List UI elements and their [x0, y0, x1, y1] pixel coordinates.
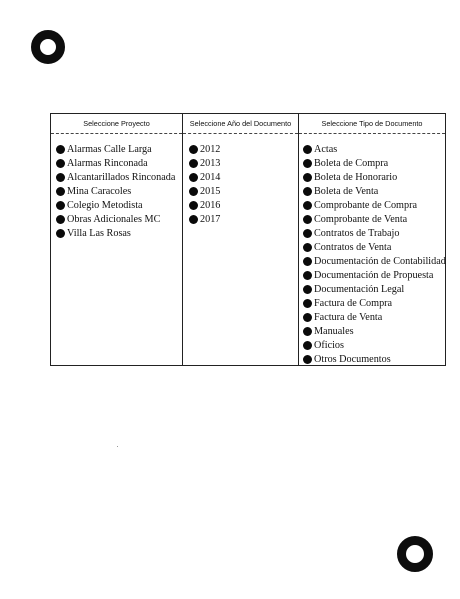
project-option[interactable]	[56, 184, 180, 198]
year-option-label: 2015	[200, 185, 221, 197]
document-type-option-label: Boleta de Honorario	[314, 171, 398, 183]
radio-dot-icon	[303, 313, 312, 322]
punch-hole-icon	[31, 30, 65, 64]
document-type-option-label: Documentación Legal	[314, 283, 405, 295]
year-option[interactable]	[189, 142, 296, 156]
year-option[interactable]	[189, 184, 296, 198]
document-type-option[interactable]	[303, 226, 443, 240]
year-option[interactable]	[189, 212, 296, 226]
document-type-option-label: Otros Documentos	[314, 353, 391, 365]
year-option[interactable]	[189, 170, 296, 184]
radio-dot-icon	[56, 187, 65, 196]
document-type-option-label: Documentación de Contabilidad	[314, 255, 446, 267]
project-option-list	[56, 142, 180, 240]
document-type-option[interactable]	[303, 282, 443, 296]
document-type-option[interactable]	[303, 296, 443, 310]
radio-dot-icon	[56, 173, 65, 182]
document-type-column-header: Seleccione Tipo de Documento	[299, 115, 445, 134]
document-type-option-label: Documentación de Propuesta	[314, 269, 434, 281]
document-type-option-label: Oficios	[314, 339, 344, 351]
document-type-option[interactable]	[303, 198, 443, 212]
radio-dot-icon	[56, 201, 65, 210]
project-option-label: Alarmas Rinconada	[67, 157, 148, 169]
radio-dot-icon	[189, 201, 198, 210]
document-type-option-label: Boleta de Venta	[314, 185, 379, 197]
year-option-label: 2017	[200, 213, 221, 225]
radio-dot-icon	[303, 187, 312, 196]
year-column	[182, 114, 298, 365]
document-type-option-label: Boleta de Compra	[314, 157, 389, 169]
project-column-header: Seleccione Proyecto	[51, 115, 182, 134]
radio-dot-icon	[303, 355, 312, 364]
project-option[interactable]	[56, 198, 180, 212]
document-type-option[interactable]	[303, 338, 443, 352]
document-type-option-label: Factura de Compra	[314, 297, 393, 309]
project-option-label: Obras Adicionales MC	[67, 213, 161, 225]
radio-dot-icon	[303, 285, 312, 294]
document-selector-table	[50, 113, 446, 366]
project-option[interactable]	[56, 212, 180, 226]
radio-dot-icon	[303, 173, 312, 182]
radio-dot-icon	[303, 145, 312, 154]
project-option-label: Colegio Metodista	[67, 199, 143, 211]
document-type-option-list	[303, 142, 446, 366]
radio-dot-icon	[56, 229, 65, 238]
year-option-label: 2013	[200, 157, 221, 169]
radio-dot-icon	[303, 215, 312, 224]
project-option-label: Alcantarillados Rinconada	[67, 171, 176, 183]
document-type-option-label: Contratos de Trabajo	[314, 227, 400, 239]
radio-dot-icon	[303, 159, 312, 168]
punch-hole-icon	[397, 536, 433, 572]
radio-dot-icon	[189, 159, 198, 168]
year-option-label: 2014	[200, 171, 221, 183]
year-option-label: 2016	[200, 199, 221, 211]
document-type-option[interactable]	[303, 142, 443, 156]
radio-dot-icon	[303, 327, 312, 336]
radio-dot-icon	[303, 299, 312, 308]
radio-dot-icon	[303, 229, 312, 238]
document-type-option-label: Factura de Venta	[314, 311, 383, 323]
document-type-option[interactable]	[303, 324, 443, 338]
document-type-option[interactable]	[303, 170, 443, 184]
scan-speck	[117, 446, 118, 447]
document-type-option[interactable]	[303, 184, 443, 198]
project-option[interactable]	[56, 142, 180, 156]
year-column-header: Seleccione Año del Documento	[183, 115, 298, 134]
project-option-label: Alarmas Calle Larga	[67, 143, 152, 155]
project-option[interactable]	[56, 170, 180, 184]
year-option[interactable]	[189, 198, 296, 212]
radio-dot-icon	[303, 257, 312, 266]
project-option-label: Villa Las Rosas	[67, 227, 131, 239]
radio-dot-icon	[189, 215, 198, 224]
project-option[interactable]	[56, 226, 180, 240]
radio-dot-icon	[56, 145, 65, 154]
document-type-option[interactable]	[303, 254, 446, 268]
document-type-option-label: Manuales	[314, 325, 354, 337]
project-option[interactable]	[56, 156, 180, 170]
year-option-list	[189, 142, 296, 226]
radio-dot-icon	[303, 243, 312, 252]
radio-dot-icon	[189, 187, 198, 196]
document-type-column	[298, 114, 445, 365]
document-type-option[interactable]	[303, 352, 443, 366]
document-type-option[interactable]	[303, 240, 443, 254]
radio-dot-icon	[303, 201, 312, 210]
radio-dot-icon	[189, 173, 198, 182]
radio-dot-icon	[56, 159, 65, 168]
radio-dot-icon	[56, 215, 65, 224]
document-type-option-label: Contratos de Venta	[314, 241, 392, 253]
year-option-label: 2012	[200, 143, 221, 155]
year-option[interactable]	[189, 156, 296, 170]
project-column	[51, 114, 182, 365]
document-type-option-label: Comprobante de Compra	[314, 199, 417, 211]
document-type-option-label: Actas	[314, 143, 338, 155]
project-option-label: Mina Caracoles	[67, 185, 132, 197]
radio-dot-icon	[189, 145, 198, 154]
document-type-option[interactable]	[303, 212, 443, 226]
radio-dot-icon	[303, 271, 312, 280]
document-type-option[interactable]	[303, 268, 443, 282]
document-type-option[interactable]	[303, 310, 443, 324]
document-type-option[interactable]	[303, 156, 443, 170]
radio-dot-icon	[303, 341, 312, 350]
document-type-option-label: Comprobante de Venta	[314, 213, 408, 225]
